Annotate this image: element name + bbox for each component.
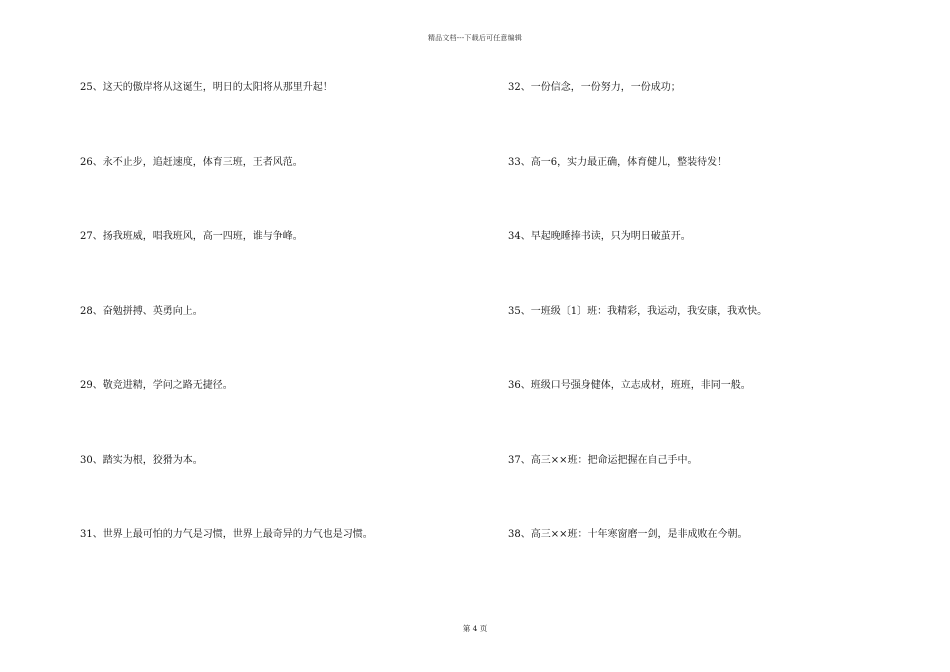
slogan-item-28: 28、奋勉拼搏、英勇向上。 xyxy=(80,305,203,317)
slogan-item-30: 30、踏实为根，狡猾为本。 xyxy=(80,454,203,466)
slogan-item-31: 31、世界上最可怕的力气是习惯，世界上最奇异的力气也是习惯。 xyxy=(80,529,373,540)
slogan-item-35: 35、一班级〔1〕班：我精彩，我运动，我安康，我欢快。 xyxy=(508,305,768,317)
slogan-item-38: 38、高三××班：十年寒窗磨一剑，是非成败在今朝。 xyxy=(508,529,748,540)
slogan-item-29: 29、敬竞进精，学问之路无捷径。 xyxy=(80,380,233,391)
page-header: 精品文档---下载后可任意编辑 xyxy=(427,34,523,42)
slogan-item-36: 36、班级口号强身健体，立志成材，班班，非同一般。 xyxy=(508,380,751,391)
left-column xyxy=(80,81,460,603)
slogan-item-25: 25、这天的傲岸将从这诞生，明日的太阳将从那里升起！ xyxy=(80,82,333,93)
slogan-item-37: 37、高三××班：把命运把握在自己手中。 xyxy=(508,454,698,466)
slogan-item-26: 26、永不止步，追赶速度，体育三班，王者风范。 xyxy=(80,156,303,168)
slogan-item-32: 32、一份信念，一份努力，一份成功； xyxy=(508,82,681,93)
slogan-item-34: 34、早起晚睡捧书读，只为明日破茧开。 xyxy=(508,231,691,242)
slogan-item-33: 33、高一6，实力最正确，体育健儿，整装待发！ xyxy=(508,156,728,168)
right-column xyxy=(508,81,888,603)
slogan-item-27: 27、扬我班威，唱我班风，高一四班，谁与争峰。 xyxy=(80,231,303,242)
page-number: 第 4 页 xyxy=(462,624,488,633)
